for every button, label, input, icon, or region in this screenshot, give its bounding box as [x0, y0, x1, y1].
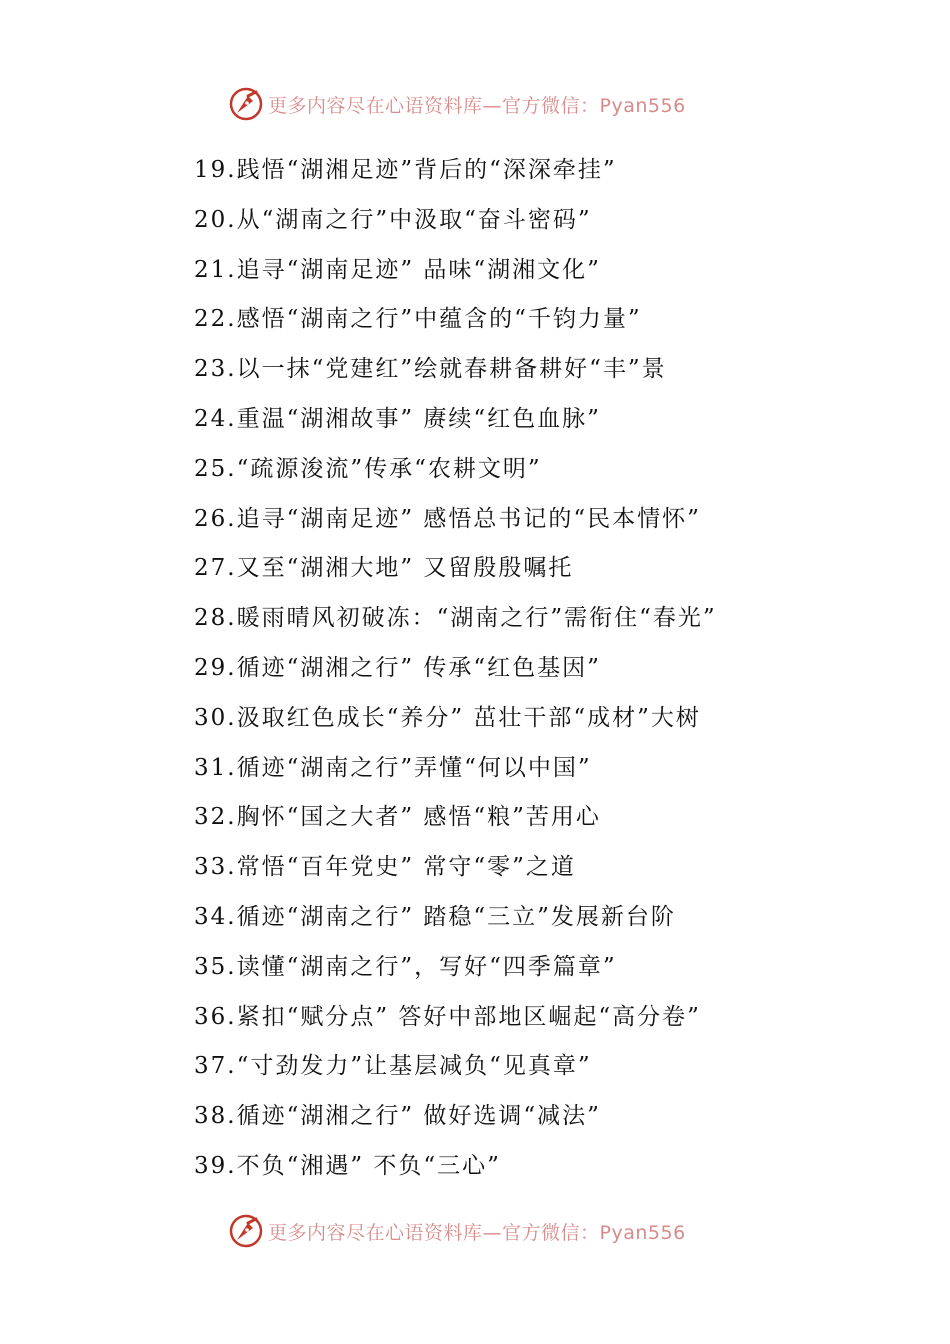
- list-item: 26.追寻“湖南足迹” 感悟总书记的“民本情怀”: [194, 505, 701, 532]
- list-item: 29.循迹“湖湘之行” 传承“红色基因”: [194, 654, 601, 681]
- list-item: 32.胸怀“国之大者” 感悟“粮”苦用心: [194, 804, 601, 831]
- list-item: 39.不负“湘遇” 不负“三心”: [194, 1152, 501, 1179]
- list-item: 27.又至“湖湘大地” 又留殷殷嘱托: [194, 555, 574, 582]
- footer-banner: [228, 1211, 728, 1251]
- list-item: 20.从“湖南之行”中汲取“奋斗密码”: [194, 206, 592, 233]
- list-item: 19.践悟“湖湘足迹”背后的“深深牵挂”: [194, 157, 617, 183]
- list-item: 33.常悟“百年党史” 常守“零”之道: [194, 854, 576, 881]
- list-item: 37.“寸劲发力”让基层减负“见真章”: [194, 1053, 592, 1080]
- list-item: 34.循迹“湖南之行” 踏稳“三立”发展新台阶: [194, 903, 676, 930]
- header-banner: [228, 84, 728, 124]
- pen-nib-icon: [228, 1213, 264, 1249]
- list-item: 22.感悟“湖南之行”中蕴含的“千钧力量”: [194, 306, 642, 333]
- list-item: 38.循迹“湖湘之行” 做好选调“减法”: [194, 1103, 601, 1130]
- list-item: 31.循迹“湖南之行”弄懂“何以中国”: [194, 754, 592, 781]
- banner-text: 更多内容尽在心语资料库—官方微信：Pyan556: [268, 94, 686, 117]
- banner-text: 更多内容尽在心语资料库—官方微信：Pyan556: [268, 1221, 686, 1244]
- pen-nib-icon: [228, 86, 264, 122]
- list-item: 28.暖雨晴风初破冻：“湖南之行”需衔住“春光”: [194, 605, 717, 632]
- title-list: [194, 146, 717, 1192]
- list-item: 36.紧扣“赋分点” 答好中部地区崛起“高分卷”: [194, 1003, 701, 1030]
- list-item: 30.汲取红色成长“养分” 茁壮干部“成材”大树: [194, 704, 701, 731]
- list-item: 35.读懂“湖南之行”，写好“四季篇章”: [194, 953, 617, 980]
- list-item: 23.以一抹“党建红”绘就春耕备耕好“丰”景: [194, 356, 667, 383]
- list-item: 24.重温“湖湘故事” 赓续“红色血脉”: [194, 405, 601, 432]
- list-item: 25.“疏源浚流”传承“农耕文明”: [194, 455, 542, 482]
- list-item: 21.追寻“湖南足迹” 品味“湖湘文化”: [194, 256, 601, 283]
